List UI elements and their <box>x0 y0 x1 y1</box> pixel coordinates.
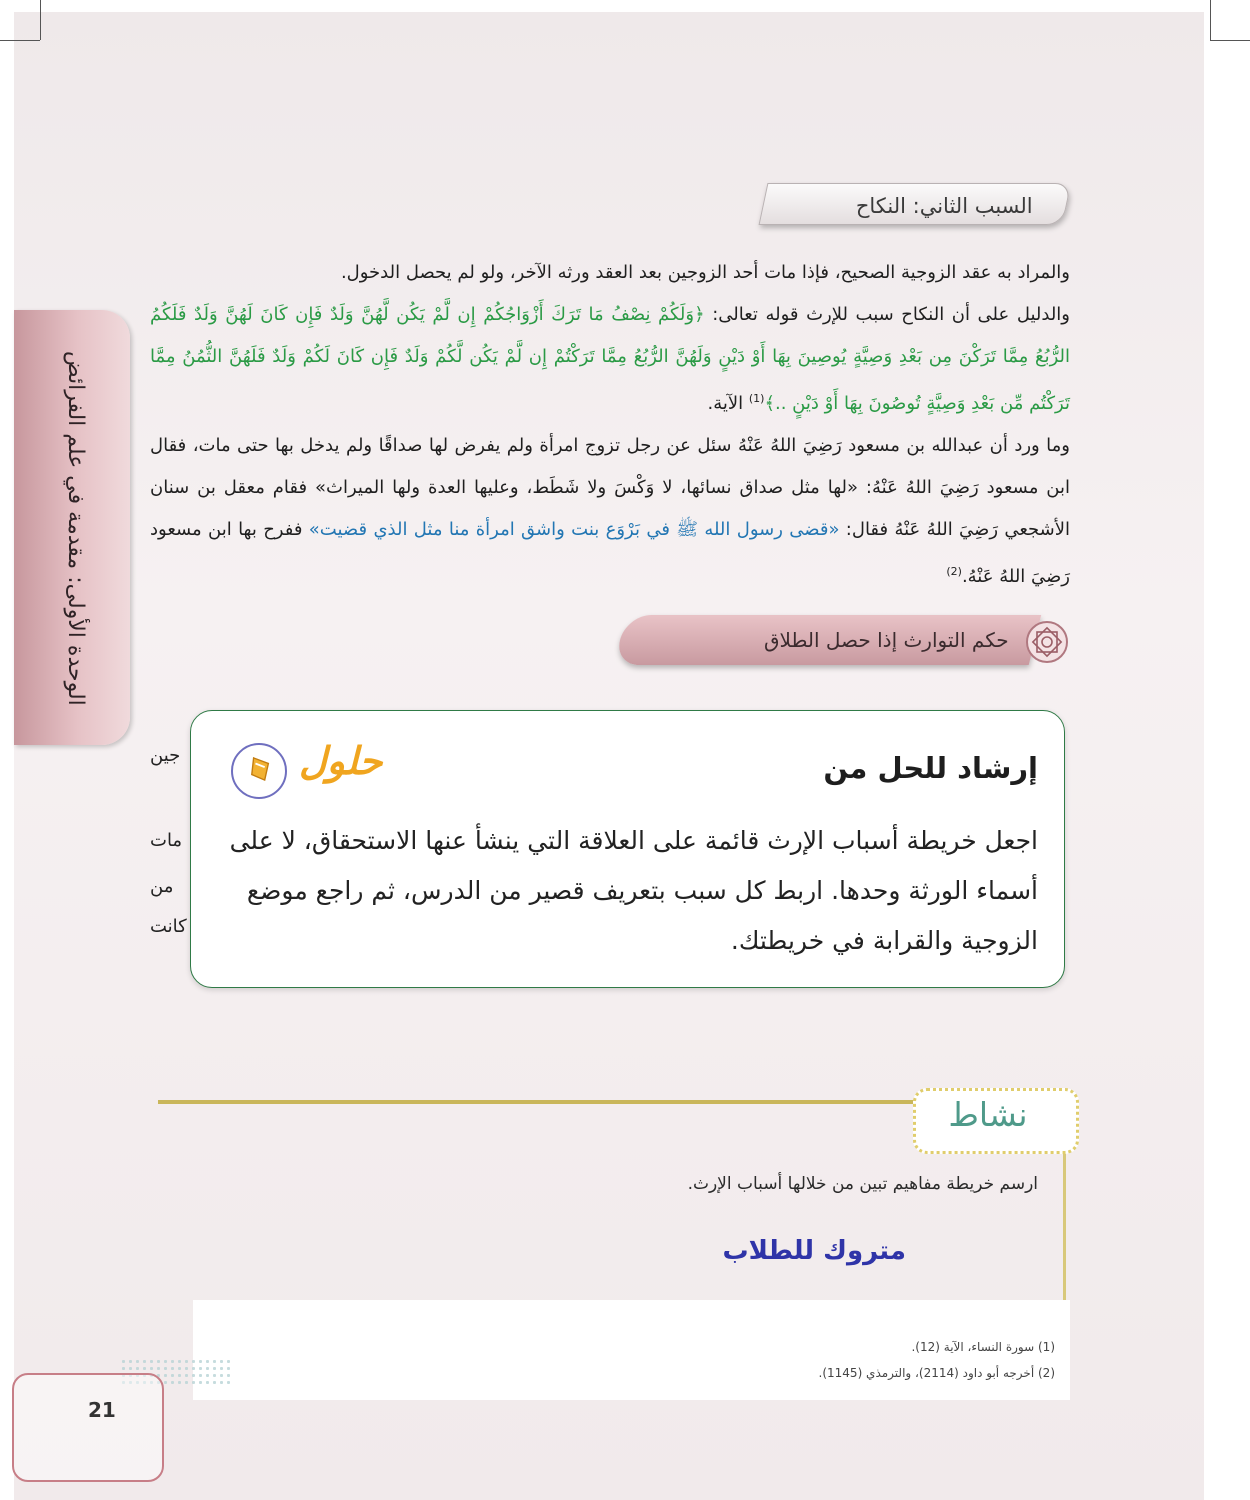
evidence-end: الآية. <box>707 393 749 414</box>
footnote-2: (2) أخرجه أبو داود (2114)، والترمذي (1145). <box>818 1366 1055 1380</box>
activity-prompt: ارسم خريطة مفاهيم تبين من خلالها أسباب الإرث. <box>687 1174 1038 1194</box>
page-number: 21 <box>88 1398 116 1422</box>
section-heading-divorce <box>614 615 1041 665</box>
unit-side-tab-label: الوحدة الأولى: مقدمة في علم الفرائض <box>63 350 88 706</box>
partial-text: جين <box>150 745 181 766</box>
footnote-ref-1: (1) <box>748 392 765 405</box>
rosette-icon <box>1025 620 1069 664</box>
paragraph-hadith <box>150 425 1070 598</box>
crop-mark <box>0 40 40 41</box>
hadith-intro: وما ورد أن عبدالله بن مسعود رَضِيَ اللهُ عَنْهُ سئل عن رجل تزوج امرأة ولم يفرض لها صداقًا ولم يدخل بها حتى مات، فقال ابن مسعود رَضِيَ اللهُ عَنْهُ: «لها مثل صداق نسائها، لا وَكْسَ ولا شَطَط، وعليها العدة ولها الميراث» فقام معقل بن سنان الأشجعي رَضِيَ اللهُ عَنْهُ فقال: <box>150 435 1071 540</box>
hadith-quote: «قضى رسول الله ﷺ في بَرْوَع بنت واشق امرأة منا مثل الذي قضيت» <box>308 519 840 540</box>
crop-mark <box>40 0 41 40</box>
paragraph-definition: والمراد به عقد الزوجية الصحيح، فإذا مات أحد الزوجين بعد العقد ورثه الآخر، ولو لم يحصل الدخول. <box>340 262 1070 283</box>
quran-verse: ﴿وَلَكُمْ نِصْفُ مَا تَرَكَ أَزْوَاجُكُمْ إِن لَّمْ يَكُن لَّهُنَّ وَلَدٌ فَإِن كَانَ لَهُنَّ وَلَدٌ فَلَكُمُ الرُّبُعُ مِمَّا تَرَكْنَ مِن بَعْدِ وَصِيَّةٍ يُوصِينَ بِهَا أَوْ دَيْنٍ وَلَهُنَّ الرُّبُعُ مِمَّا تَرَكْتُمْ إِن لَّمْ يَكُن لَّكُمْ وَلَدٌ فَإِن كَانَ لَكُمْ وَلَدٌ فَلَهُنَّ الثُّمُنُ مِمَّا تَرَكْتُم مِّن بَعْدِ وَصِيَّةٍ تُوصُونَ بِهَا أَوْ دَيْنٍ ..﴾ <box>150 304 1070 414</box>
crop-mark <box>1210 0 1211 40</box>
activity-answer: متروك للطلاب <box>722 1236 906 1266</box>
hint-title: إرشاد للحل من <box>823 751 1038 785</box>
solution-hint-card <box>190 710 1065 988</box>
hadith-end: ففرح بها ابن مسعود رَضِيَ اللهُ عَنْهُ. <box>150 519 1070 587</box>
section-heading-marriage-label: السبب الثاني: النكاح <box>855 194 1033 218</box>
section-heading-divorce-label: حكم التوارث إذا حصل الطلاق <box>764 628 1009 652</box>
footnote-ref-2: (2) <box>946 565 962 578</box>
activity-divider <box>158 1100 918 1104</box>
hint-body: اجعل خريطة أسباب الإرث قائمة على العلاقة التي ينشأ عنها الاستحقاق، لا على أسماء الورثة وحدها. اربط كل سبب بتعريف قصير من الدرس، ثم راجع موضع الزوجية والقرابة في خريطتك. <box>229 826 1038 955</box>
partial-text: من <box>150 876 174 897</box>
crop-mark <box>1210 40 1250 41</box>
footnote-1: (1) سورة النساء، الآية (12). <box>911 1340 1055 1354</box>
activity-title: نشاط <box>948 1095 1028 1134</box>
hulool-logo-icon <box>231 743 287 799</box>
partial-text: مات <box>150 830 183 851</box>
paragraph-evidence <box>150 294 1070 425</box>
hulool-logo-text: حلول <box>299 739 383 783</box>
section-heading-marriage <box>759 183 1072 225</box>
evidence-intro: والدليل على أن النكاح سبب للإرث قوله تعالى: <box>704 304 1070 325</box>
partial-text: كانت <box>150 916 187 937</box>
page-number-box <box>12 1373 164 1482</box>
